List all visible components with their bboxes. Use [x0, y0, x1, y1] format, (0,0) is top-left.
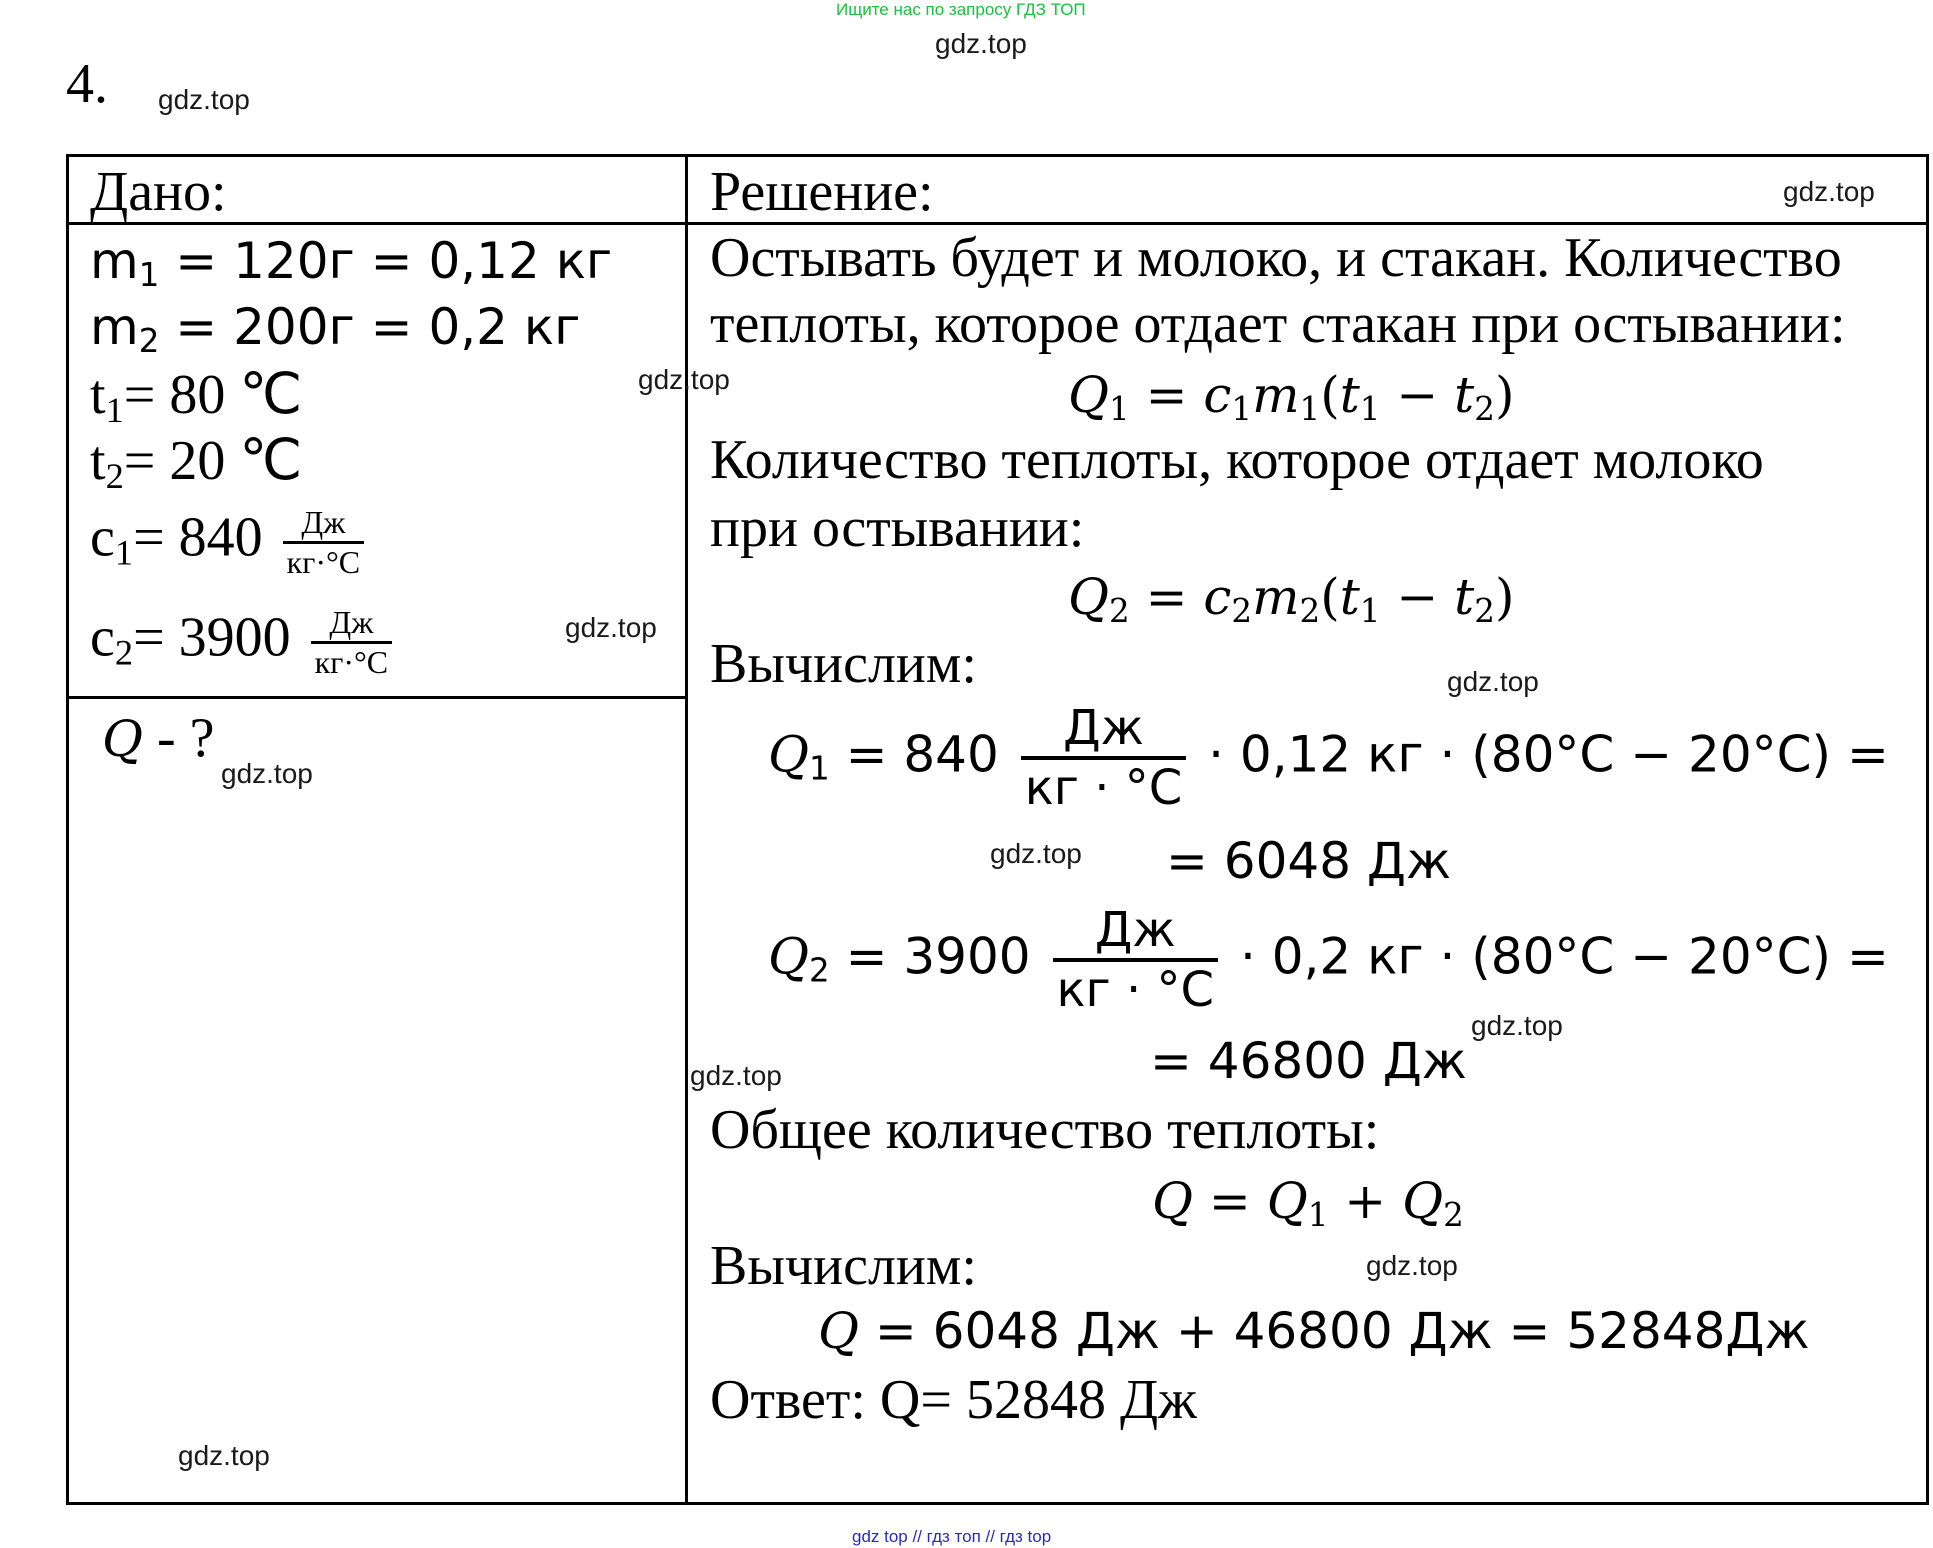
calc1-unit-fraction: $\frac{Дж}{кг \cdot ^\circ С}$ — [1021, 700, 1187, 816]
watermark: gdz.top — [1366, 1250, 1458, 1281]
formula-q2: $Q_2 = c_2m_2(t_1 - t_2)$ — [1068, 568, 1515, 631]
given-m2: $m_2 = 200г = 0,2$ кг — [90, 298, 581, 361]
given-m1: $m_1 = 120г = 0,12$ кг — [90, 232, 613, 295]
watermark: gdz.top — [158, 84, 250, 115]
watermark: gdz.top — [1447, 666, 1539, 697]
solution-text-2a: Количество теплоты, которое отдает молоко — [710, 429, 1764, 491]
column-divider — [685, 154, 688, 1505]
answer: Ответ: Q= 52848 Дж — [710, 1369, 1197, 1431]
watermark: gdz.top — [1783, 176, 1875, 207]
calc2-unit-fraction: $\frac{Дж}{кг \cdot ^\circ С}$ — [1053, 902, 1219, 1018]
watermark: gdz.top — [1471, 1010, 1563, 1041]
calc-q1: $Q_1 = 840$ $\frac{Дж}{кг \cdot ^\circ С}$ · 0,12 кг · (80°С − 20°С) = — [768, 700, 1889, 816]
header-divider — [66, 222, 1929, 225]
compute-label-2: Вычислим: — [710, 1235, 977, 1297]
given-c1: $c_1= 840$ $\frac{Дж}{кг\cdot^\circ С}$ — [90, 504, 370, 581]
c2-unit-fraction: $\frac{Дж}{кг\cdot^\circ С}$ — [311, 604, 392, 681]
compute-label-1: Вычислим: — [710, 633, 977, 695]
calc-q2: $Q_2 = 3900$ $\frac{Дж}{кг \cdot ^\circ С}$ · 0,2 кг · (80°С − 20°С) = — [768, 902, 1889, 1018]
watermark: gdz.top — [178, 1440, 270, 1471]
c1-unit-fraction: $\frac{Дж}{кг\cdot^\circ С}$ — [283, 504, 364, 581]
given-find-divider — [66, 696, 688, 699]
table-border-bottom — [66, 1502, 1929, 1505]
given-t1: $t_1= 80$ ℃ — [90, 364, 303, 431]
watermark: gdz.top — [565, 612, 657, 643]
promo-banner: Ищите нас по запросу ГДЗ ТОП — [836, 0, 1086, 19]
table-border-top — [66, 154, 1929, 157]
calc-q1-result: = 6048 Дж — [1166, 832, 1452, 890]
watermark: gdz.top — [990, 838, 1082, 869]
total-label: Общее количество теплоты: — [710, 1099, 1380, 1161]
solution-text-1b: теплоты, которое отдает стакан при остывании: — [710, 293, 1846, 355]
task-number: 4. — [66, 53, 108, 115]
watermark: gdz.top — [935, 28, 1027, 59]
final-calc: Q = 6048 Дж + 46800 Дж = 52848Дж — [818, 1302, 1810, 1360]
solution-text-1a: Остывать будет и молоко, и стакан. Количество — [710, 227, 1842, 289]
formula-total: $Q = Q_1 + Q_2$ — [1152, 1172, 1464, 1235]
formula-q1: $Q_1 = c_1m_1(t_1 - t_2)$ — [1068, 366, 1515, 429]
watermark: gdz.top — [221, 758, 313, 789]
given-c2: $c_2= 3900$ $\frac{Дж}{кг\cdot^\circ С}$ — [90, 604, 398, 681]
given-header: Дано: — [90, 161, 227, 223]
solution-text-2b: при остывании: — [710, 497, 1085, 559]
given-t2: $t_2= 20$ ℃ — [90, 430, 303, 497]
footer-links[interactable]: gdz top // гдз топ // гдз top — [852, 1527, 1052, 1546]
watermark: gdz.top — [690, 1060, 782, 1091]
watermark: gdz.top — [638, 364, 730, 395]
table-border-left — [66, 154, 69, 1505]
find-q: Q - ? — [102, 707, 215, 769]
calc-q2-result: = 46800 Дж — [1150, 1032, 1467, 1090]
table-border-right — [1926, 154, 1929, 1505]
solution-header: Решение: — [710, 161, 934, 223]
